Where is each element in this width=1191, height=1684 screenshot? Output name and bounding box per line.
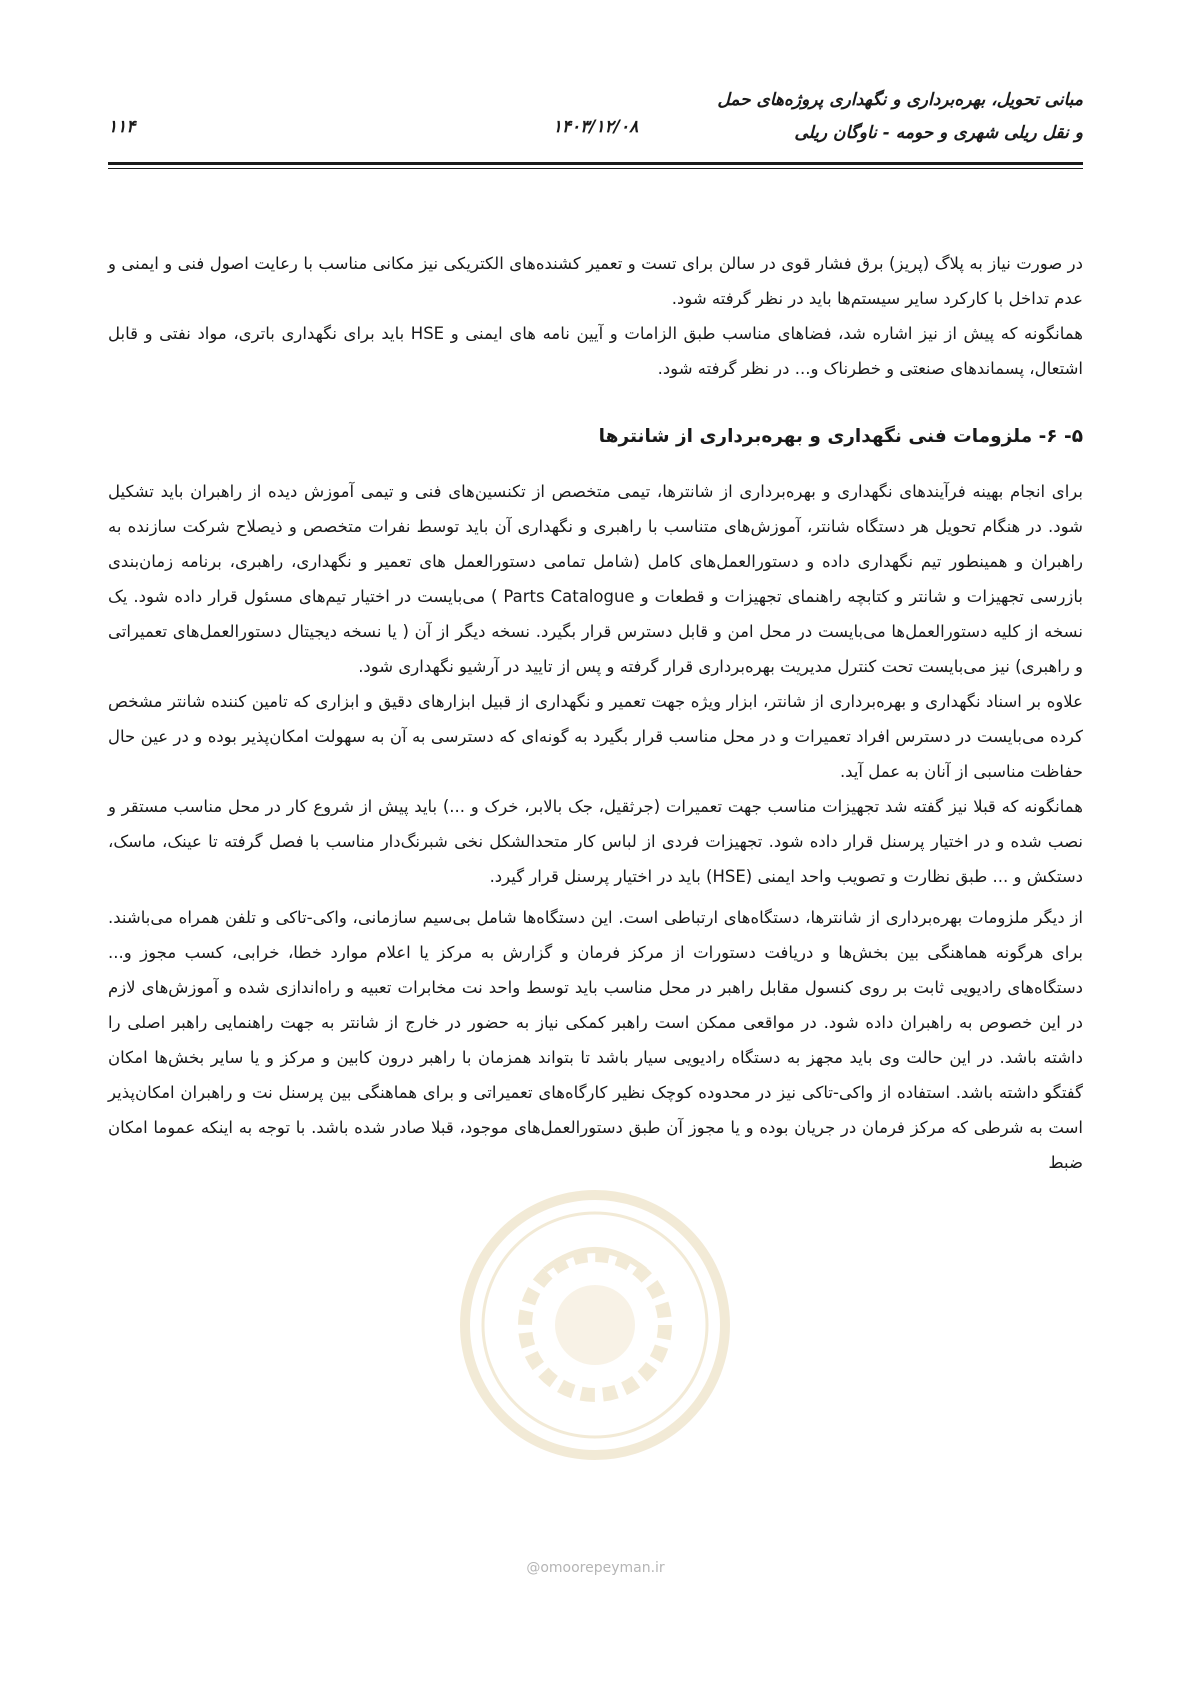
watermark-seal-icon — [445, 1175, 745, 1475]
header-title-line-2: و نقل ریلی شهری و حومه - ناوگان ریلی — [794, 123, 1083, 143]
watermark-site — [0, 1560, 1191, 1576]
page-header — [108, 78, 1083, 148]
at-icon: @ — [526, 1560, 541, 1576]
watermark-site-text: omoorepeyman.ir — [540, 1560, 665, 1576]
header-title-line-1: مبانی تحویل، بهره‌برداری و نگهداری پروژه‌های حمل — [717, 90, 1083, 110]
header-date: ۱۴۰۳/۱۲/۰۸ — [552, 117, 639, 137]
section-heading: ۵- ۶- ملزومات فنی نگهداری و بهره‌برداری از شانترها — [598, 426, 1083, 447]
body-paragraph-1: در صورت نیاز به پلاگ (پریز) برق فشار قوی در سالن برای تست و تعمیر کشنده‌های الکتریکی نیز مکانی مناسب با رعایت اصول فنی و ایمنی و عدم تداخل با کارکرد سایر سیستم‌ها باید در نظر گرفته شود. — [108, 254, 1083, 308]
header-rule-thick — [108, 162, 1083, 165]
body-paragraph-6: از دیگر ملزومات بهره‌برداری از شانترها، دستگاه‌های ارتباطی است. این دستگاه‌ها شامل بی‌سیم سازمانی، واکی-تاکی و تلفن همراه می‌باشند. برای هرگونه هماهنگی بین بخش‌ها و دریافت دستورات از مرکز فرمان و گزارش به مرکز یا اعلام موارد خطا، خرابی، کسب مجوز و... دستگاه‌های رادیویی ثابت بر روی کنسول مقابل راهبر در محل مناسب باید توسط واحد نت مخابرات تعبیه و راه‌اندازی شده و آموزش‌های لازم در این خصوص به راهبران داده شود. در مواقعی ممکن است راهبر کمکی نیاز به حضور در خارج از شانتر به جهت راهنمایی راهبر اصلی را داشته باشد. در این حالت وی باید مجهز به دستگاه رادیویی سیار باشد تا بتواند همزمان با راهبر درون کابین و مرکز و یا سایر بخش‌ها امکان گفتگو داشته باشد. استفاده از واکی-تاکی نیز در محدوده کوچک نظیر کارگاه‌های تعمیراتی و برای هماهنگی بین پرسنل نت و راهبران امکان‌پذیر است به شرطی که مرکز فرمان در جریان بوده و یا مجوز آن طبق دستورالعمل‌های موجود، قبلا صادر شده باشد. با توجه به اینکه عموما امکان ضبط — [108, 908, 1083, 1172]
header-rule-thin — [108, 168, 1083, 169]
page-number: ۱۱۴ — [108, 117, 136, 137]
body-paragraph-5: همانگونه که قبلا نیز گفته شد تجهیزات مناسب جهت تعمیرات (جرثقیل، جک بالابر، خرک و ...) باید پیش از شروع کار در محل مناسب مستقر و نصب شده و در اختیار پرسنل قرار داده شود. تجهیزات فردی از لباس کار متحدالشکل نخی شبرنگ‌دار مناسب با فصل گرفته تا عینک، ماسک، دستکش و ... طبق نظارت و تصویب واحد ایمنی (HSE) باید در اختیار پرسنل قرار گیرد. — [108, 797, 1083, 886]
page-body — [108, 246, 1083, 1180]
body-paragraph-2: همانگونه که پیش از نیز اشاره شد، فضاهای مناسب طبق الزامات و آیین نامه های ایمنی و HSE باید برای نگهداری باتری، مواد نفتی و قابل اشتعال، پسماندهای صنعتی و خطرناک و... در نظر گرفته شود. — [108, 324, 1083, 378]
body-paragraph-4: علاوه بر اسناد نگهداری و بهره‌برداری از شانتر، ابزار ویژه جهت تعمیر و نگهداری از قبیل ابزارهای دقیق و ابزاری که تامین کننده شانتر مشخص کرده می‌بایست در دسترس افراد تعمیرات و در محل مناسب قرار بگیرد به گونه‌ای که دسترسی به آن به سهولت امکان‌پذیر بوده و در عین حال حفاظت مناسبی از آنان به عمل آید. — [108, 692, 1083, 781]
body-paragraph-3: برای انجام بهینه فرآیندهای نگهداری و بهره‌برداری از شانترها، تیمی متخصص از تکنسین‌های فنی و تیمی آموزش دیده از راهبران باید تشکیل شود. در هنگام تحویل هر دستگاه شانتر، آموزش‌های متناسب با راهبری و نگهداری آن باید توسط نفرات متخصص و ذیصلاح شرکت سازنده به راهبران و همینطور تیم نگهداری داده و دستورالعمل‌های کامل (شامل تمامی دستورالعمل های تعمیر و نگهداری، راهبری، برنامه زمان‌بندی بازرسی تجهیزات و شانتر و کتابچه راهنمای تجهیزات و قطعات و Parts Catalogue ) می‌بایست در اختیار تیم‌های مسئول قرار داده شود. یک نسخه از کلیه دستورالعمل‌ها می‌بایست در محل امن و قابل دسترس قرار بگیرد. نسخه دیگر از آن ( یا نسخه دیجیتال دستورالعمل‌های تعمیراتی و راهبری) نیز می‌بایست تحت کنترل مدیریت بهره‌برداری قرار گرفته و پس از تایید در آرشیو نگهداری شود. — [108, 482, 1084, 676]
